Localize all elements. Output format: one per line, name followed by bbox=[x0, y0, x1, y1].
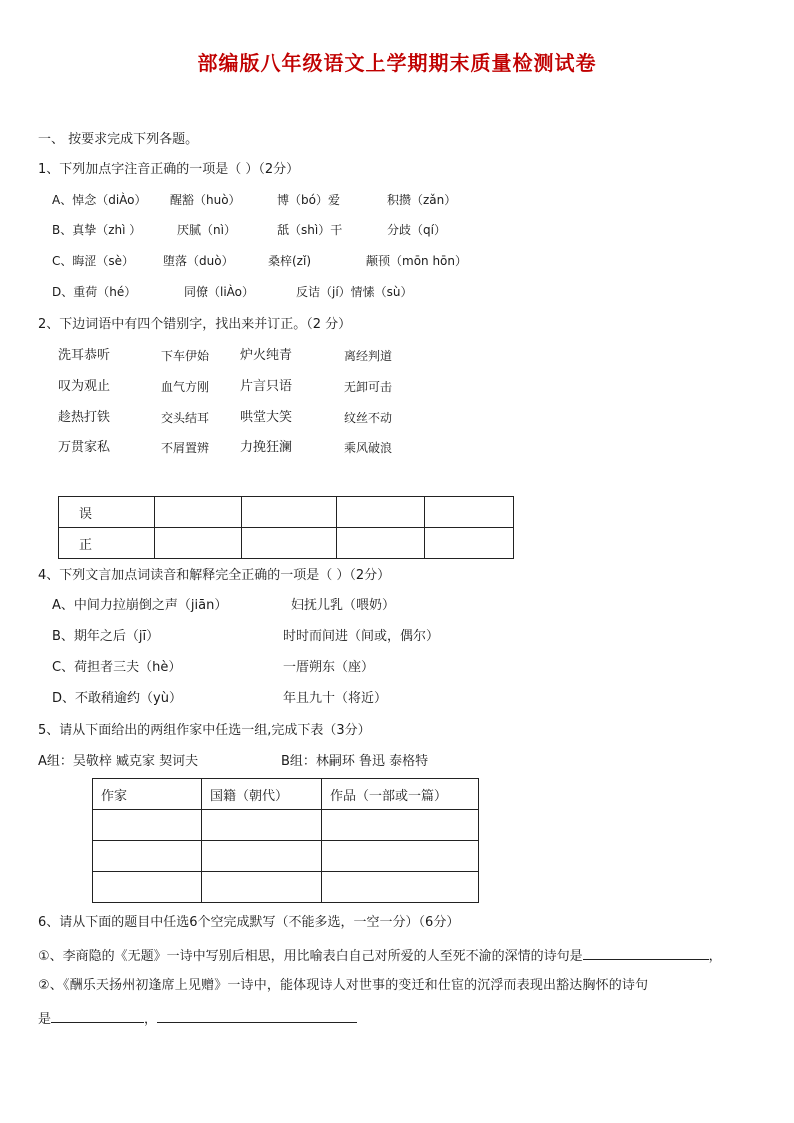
author-table-cell[interactable] bbox=[93, 810, 202, 841]
author-table-cell[interactable] bbox=[202, 872, 322, 903]
q1-option-d1: D、重荷（hé） bbox=[52, 285, 137, 299]
q2-stem: 2、下边词语中有四个错别字，找出来并订正。（2 分） bbox=[38, 317, 352, 332]
q4-option-a2: 妇抚儿乳（喂奶） bbox=[291, 598, 396, 613]
q4-option-d1: D、不敢稍逾约（yù） bbox=[52, 691, 182, 706]
q6-stem: 6、请从下面的题目中任选6个空完成默写（不能多选，一空一分）（6分） bbox=[38, 915, 460, 930]
author-table-header: 国籍（朝代） bbox=[202, 779, 322, 810]
q6-item-2-sep: ， bbox=[144, 1012, 158, 1027]
author-table bbox=[92, 778, 479, 903]
q1-option-c4: 颟顸（mōn hōn） bbox=[366, 254, 468, 268]
q4-option-b2: 时时而间进（间或，偶尔） bbox=[283, 629, 440, 644]
q1-option-d3: 反诘（jí）情愫（sù） bbox=[296, 285, 413, 299]
q1-option-b3: 舐（shì）干 bbox=[277, 223, 343, 237]
q4-option-b1: B、期年之后（jī） bbox=[52, 629, 160, 644]
q1-option-b1: B、真挚（zhì ） bbox=[52, 223, 142, 237]
q2-word: 片言只语 bbox=[240, 379, 293, 394]
correction-cell[interactable] bbox=[425, 497, 514, 528]
q2-word: 炉火纯青 bbox=[240, 348, 293, 363]
q1-stem: 1、下列加点字注音正确的一项是（ ）（2分） bbox=[38, 162, 300, 177]
author-table-cell[interactable] bbox=[322, 872, 479, 903]
q6-item-2-cont-text: 是 bbox=[38, 1012, 52, 1027]
q2-word: 离经判道 bbox=[344, 349, 393, 363]
correction-cell[interactable] bbox=[336, 497, 425, 528]
correction-row-label: 误 bbox=[59, 497, 155, 528]
q2-word: 交头结耳 bbox=[161, 411, 210, 425]
author-table-cell[interactable] bbox=[202, 810, 322, 841]
q1-option-b4: 分歧（qí） bbox=[387, 223, 446, 237]
q2-word: 不屑置辨 bbox=[161, 441, 210, 455]
q4-option-d2: 年且九十（将近） bbox=[283, 691, 388, 706]
author-table-cell[interactable] bbox=[202, 841, 322, 872]
q2-word: 下车伊始 bbox=[161, 349, 210, 363]
q4-stem: 4、下列文言加点词读音和解释完全正确的一项是（ ）（2分） bbox=[38, 568, 391, 583]
correction-cell[interactable] bbox=[336, 528, 425, 559]
page-title: 部编版八年级语文上学期期末质量检测试卷 bbox=[197, 51, 597, 75]
q6-item-2-cont bbox=[38, 1008, 357, 1029]
q2-word: 血气方刚 bbox=[161, 380, 210, 394]
q1-option-a3: 博（bó）爱 bbox=[277, 193, 340, 207]
section-heading: 一、 按要求完成下列各题。 bbox=[38, 132, 199, 147]
q1-option-a2: 醒豁（huò） bbox=[170, 193, 241, 207]
q5-group-a: A组：吴敬梓 臧克家 契诃夫 bbox=[38, 754, 199, 769]
correction-cell[interactable] bbox=[241, 497, 336, 528]
q2-word: 力挽狂澜 bbox=[240, 440, 293, 455]
author-table-header: 作品（一部或一篇） bbox=[322, 779, 479, 810]
q2-word: 哄堂大笑 bbox=[240, 410, 293, 425]
q4-option-a1: A、中间力拉崩倒之声（jiān） bbox=[52, 598, 228, 613]
correction-cell[interactable] bbox=[155, 497, 242, 528]
q1-option-a1: A、悼念（diÀo） bbox=[52, 193, 147, 207]
q4-option-c1: C、荷担者三夫（hè） bbox=[52, 660, 182, 675]
q1-option-b2: 厌腻（nì） bbox=[177, 223, 236, 237]
q2-word: 无卸可击 bbox=[344, 380, 393, 394]
q5-stem: 5、请从下面给出的两组作家中任选一组,完成下表（3分） bbox=[38, 723, 371, 738]
q2-word: 乘风破浪 bbox=[344, 441, 393, 455]
q2-word: 万贯家私 bbox=[58, 440, 111, 455]
q1-option-d2: 同僚（liÀo） bbox=[184, 285, 255, 299]
q2-word: 趁热打铁 bbox=[58, 410, 111, 425]
correction-row-label: 正 bbox=[59, 528, 155, 559]
author-table-header: 作家 bbox=[93, 779, 202, 810]
correction-cell[interactable] bbox=[155, 528, 242, 559]
answer-blank[interactable] bbox=[51, 1008, 144, 1023]
q2-word: 纹丝不动 bbox=[344, 411, 393, 425]
correction-table bbox=[58, 496, 514, 559]
q1-option-a4: 积攒（zǎn） bbox=[387, 193, 457, 207]
answer-blank[interactable] bbox=[157, 1008, 357, 1023]
q6-item-1-text: ①、李商隐的《无题》一诗中写别后相思，用比喻表白自己对所爱的人至死不渝的深情的诗句是 bbox=[38, 949, 583, 964]
author-table-cell[interactable] bbox=[322, 841, 479, 872]
correction-cell[interactable] bbox=[241, 528, 336, 559]
q6-item-1 bbox=[38, 945, 722, 966]
author-table-cell[interactable] bbox=[93, 841, 202, 872]
q4-option-c2: 一厝朔东（座） bbox=[283, 660, 375, 675]
q1-option-c1: C、晦涩（sè） bbox=[52, 254, 135, 268]
q2-word: 叹为观止 bbox=[58, 379, 111, 394]
answer-blank[interactable] bbox=[583, 945, 709, 960]
q6-item-2: ②、《酬乐天扬州初逢席上见赠》一诗中，能体现诗人对世事的变迁和仕宦的沉浮而表现出豁达胸怀的诗句 bbox=[38, 978, 649, 993]
correction-cell[interactable] bbox=[425, 528, 514, 559]
q5-group-b: B组：林嗣环 鲁迅 泰格特 bbox=[281, 754, 429, 769]
q6-item-1-end: ， bbox=[708, 949, 722, 964]
author-table-cell[interactable] bbox=[93, 872, 202, 903]
q2-word: 洗耳恭听 bbox=[58, 348, 111, 363]
q1-option-c3: 桑梓(zǐ) bbox=[268, 254, 311, 268]
author-table-cell[interactable] bbox=[322, 810, 479, 841]
q1-option-c2: 堕落（duò） bbox=[163, 254, 234, 268]
